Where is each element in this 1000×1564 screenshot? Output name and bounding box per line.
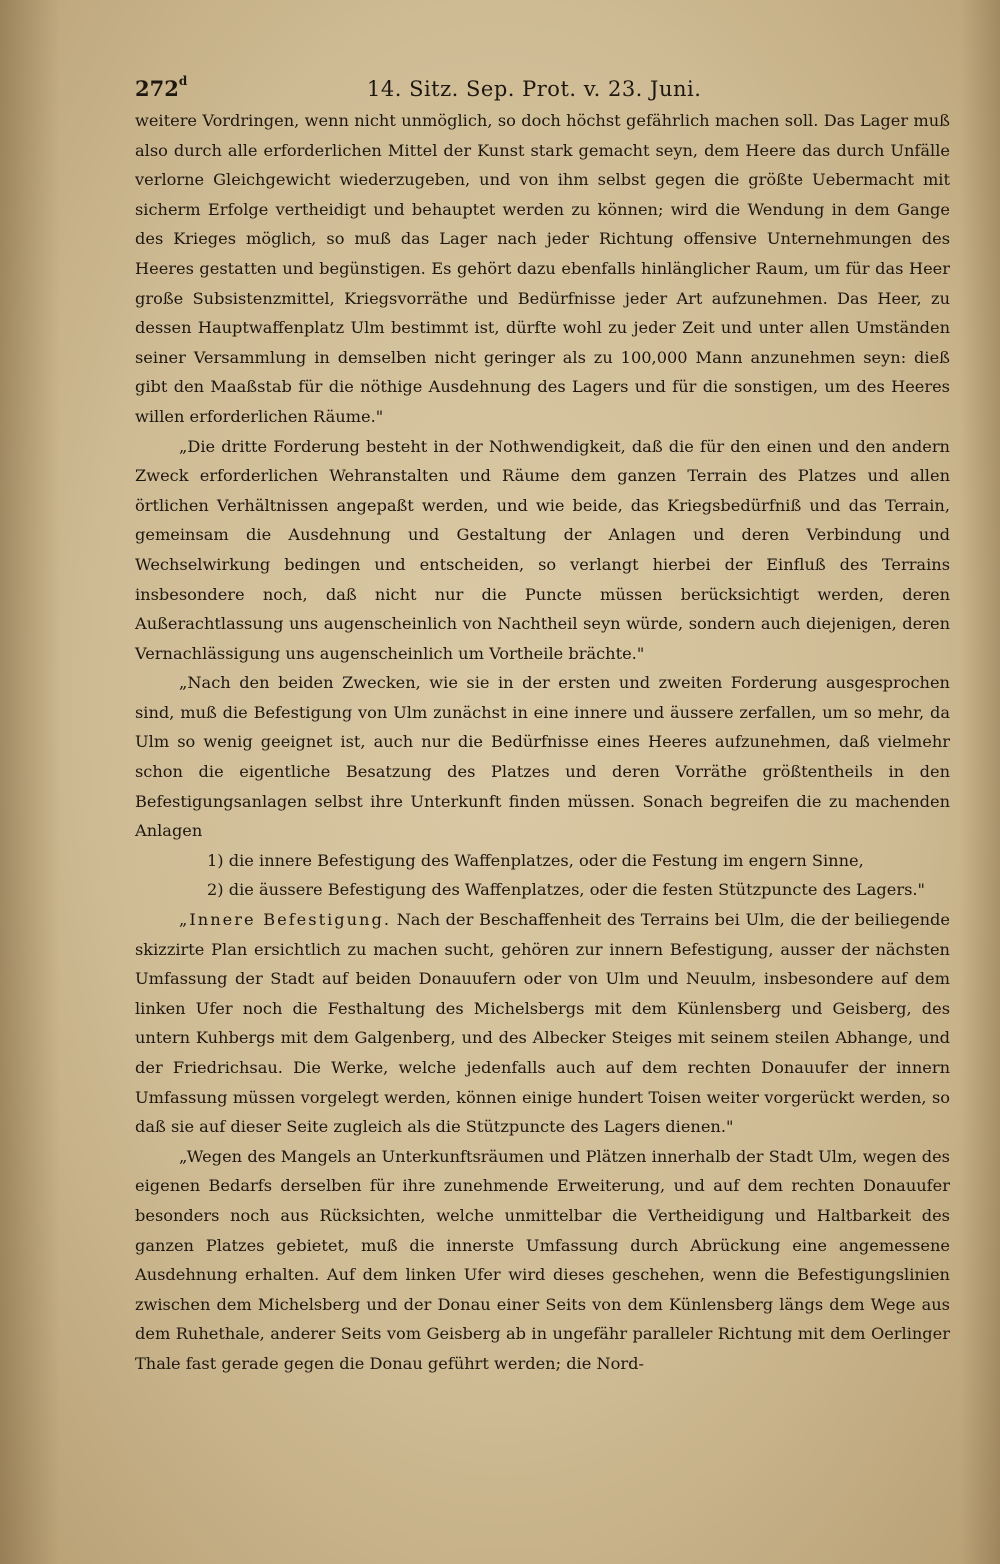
paragraph-two-purposes: „Nach den beiden Zwecken, wie sie in der ersten und zweiten Forderung ausgesprochen sind, muß die Befestigung von Ulm zunächst in eine innere und äussere zerfallen, um so mehr, da Ulm so wenig geeignet ist, auch nur die Bedürfnisse eines Heeres aufzunehmen, daß vielmehr schon die eigentliche Besatzung des Platzes und deren Vorräthe größtentheils in den Befestigungsanlagen selbst ihre Unterkunft finden müssen. Sonach begreifen die zu machenden Anlagen bbox=[135, 673, 950, 841]
page-number-value: 272 bbox=[135, 76, 179, 101]
list-item-inner-fortification: 1) die innere Befestigung des Waffenplatzes, oder die Festung im engern Sinne, bbox=[207, 850, 864, 870]
page-header bbox=[135, 72, 950, 106]
section-heading: „Innere Befestigung. bbox=[179, 910, 391, 930]
paragraph-inner-fortification bbox=[135, 905, 950, 1142]
paragraph-accommodation: „Wegen des Mangels an Unterkunftsräumen und Plätzen innerhalb der Stadt Ulm, wegen des eigenen Bedarfs derselben für ihre zunehmende Erweiterung, und auf dem rechten Donauufer besonders noch aus Rücksichten, welche unmittelbar die Vertheidigung und Haltbarkeit des ganzen Platzes gebietet, muß die innerste Umfassung durch Abrückung eine angemessene Ausdehnung erhalten. Auf dem linken Ufer wird dieses geschehen, wenn die Befestigungslinien zwischen dem Michelsberg und der Donau einer Seits von dem Künlensberg längs dem Wege aus dem Ruhethale, anderer Seits vom Geisberg ab in ungefähr paralleler Richtung mit dem Oerlinger Thale fast gerade gegen die Donau geführt werden; die Nord- bbox=[135, 1146, 950, 1373]
paragraph-continuation: weitere Vordringen, wenn nicht unmöglich, so doch höchst gefährlich machen soll. Das Lager muß also durch alle erforderlichen Mittel der Kunst stark gemacht seyn, dem Heere das durch Unfälle verlorne Gleichgewicht wiederzugeben, und von ihm selbst gegen die größte Uebermacht mit sicherm Erfolge vertheidigt und behauptet werden zu können; wird die Wendung in dem Gange des Krieges möglich, so muß das Lager nach jeder Richtung offensive Unternehmungen des Heeres gestatten und begünstigen. Es gehört dazu ebenfalls hinlänglicher Raum, um für das Heer große Subsistenzmittel, Kriegsvorräthe und Bedürfnisse jeder Art aufzunehmen. Das Heer, zu dessen Hauptwaffenplatz Ulm bestimmt ist, dürfte wohl zu jeder Zeit und unter allen Umständen seiner Versammlung in demselben nicht geringer als zu 100,000 Mann anzunehmen seyn: dieß gibt den Maaßstab für die nöthige Ausdehnung des Lagers und für die sonstigen, um des Heeres willen erforderlichen Räume." bbox=[135, 111, 950, 426]
page-number-suffix: d bbox=[178, 74, 188, 88]
list-item-outer-fortification: 2) die äussere Befestigung des Waffenplatzes, oder die festen Stützpuncte des Lagers." bbox=[207, 880, 926, 900]
section-text: Nach der Beschaffenheit des Terrains bei Ulm, die der beiliegende skizzirte Plan ersichtlich zu machen sucht, gehören zur innern Befestigung, ausser der nächsten Umfassung der Stadt auf beiden Donauufern oder von Ulm und Neuulm, insbesondere auf dem linken Ufer noch die Festhaltung des Michelsbergs mit dem Künlensberg und Geisberg, des untern Kuhbergs mit dem Galgenberg, und des Albecker Steiges mit seinem steilen Abhange, und der Friedrichsau. Die Werke, welche jedenfalls auch auf dem rechten Donauufer der innern Umfassung müssen vorgelegt werden, können einige hundert Toisen weiter vorgerückt werden, so daß sie auf dieser Seite zugleich als die Stützpuncte des Lagers dienen." bbox=[135, 910, 950, 1137]
running-head: 14. Sitz. Sep. Prot. v. 23. Juni. bbox=[367, 77, 702, 101]
paragraph-third-requirement: „Die dritte Forderung besteht in der Nothwendigkeit, daß die für den einen und den andern Zweck erforderlichen Wehranstalten und Räume dem ganzen Terrain des Platzes und allen örtlichen Verhältnissen angepaßt werden, und wie beide, das Kriegsbedürfniß und das Terrain, gemeinsam die Ausdehnung und Gestaltung der Anlagen und deren Verbindung und Wechselwirkung bedingen und entscheiden, so verlangt hierbei der Einfluß des Terrains insbesondere noch, daß nicht nur die Puncte müssen berücksichtigt werden, deren Außerachtlassung uns augenscheinlich von Nachtheil seyn würde, sondern auch diejenigen, deren Vernachlässigung uns augenscheinlich um Vortheile brächte." bbox=[135, 436, 950, 663]
page-number bbox=[135, 72, 187, 106]
body-text bbox=[135, 106, 950, 1379]
